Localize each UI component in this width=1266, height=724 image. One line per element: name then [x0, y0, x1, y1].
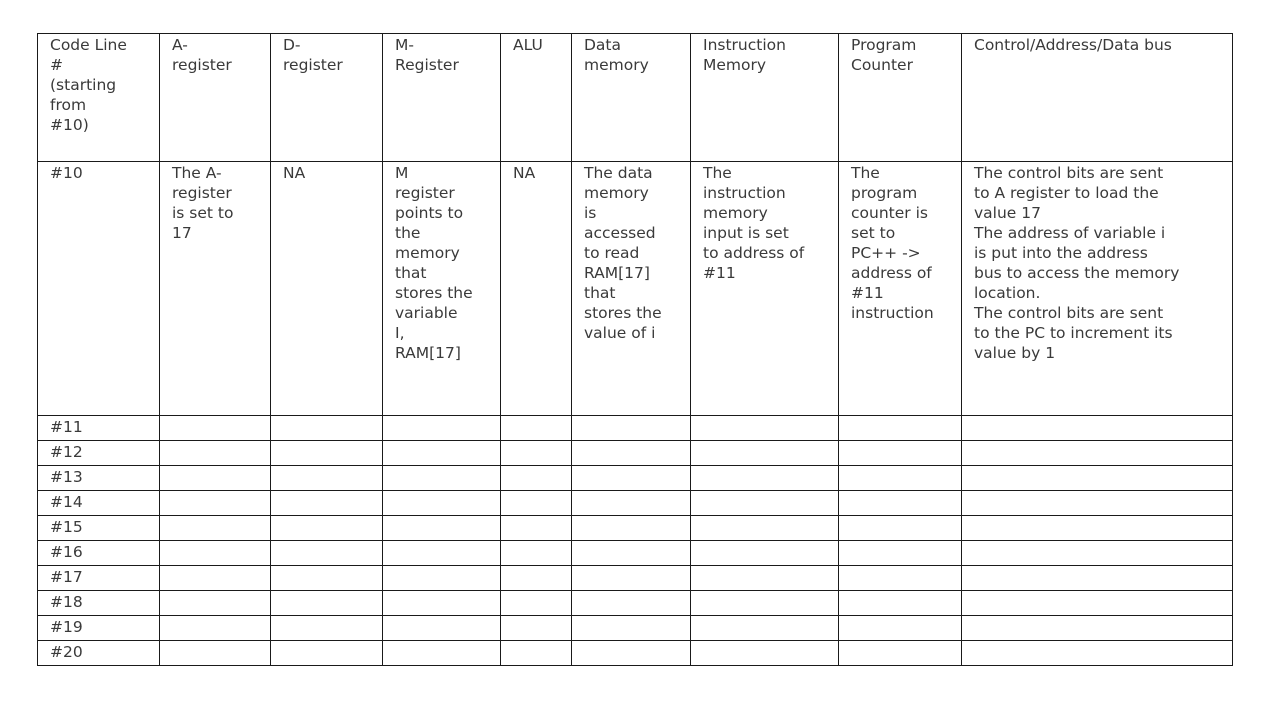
empty-cell [271, 466, 383, 491]
empty-cell [383, 441, 501, 466]
empty-cell [962, 441, 1233, 466]
empty-cell [271, 566, 383, 591]
empty-cell [962, 566, 1233, 591]
empty-cell [271, 416, 383, 441]
empty-cell [271, 541, 383, 566]
empty-cell [691, 516, 839, 541]
empty-cell [383, 466, 501, 491]
empty-cell [160, 641, 271, 666]
table-cell: NA [271, 162, 383, 416]
empty-cell [160, 566, 271, 591]
empty-cell [572, 541, 691, 566]
empty-cell [271, 441, 383, 466]
header-instruction-memory: Instruction Memory [691, 34, 839, 162]
table-row [38, 616, 1233, 641]
empty-cell [839, 516, 962, 541]
empty-cell [271, 516, 383, 541]
empty-cell [572, 516, 691, 541]
code-line-cell: #12 [38, 441, 160, 466]
empty-cell [839, 591, 962, 616]
empty-cell [383, 416, 501, 441]
empty-cell [839, 416, 962, 441]
empty-cell [839, 491, 962, 516]
code-line-cell: #13 [38, 466, 160, 491]
empty-cell [691, 441, 839, 466]
empty-cell [839, 466, 962, 491]
table-row [38, 641, 1233, 666]
code-line-cell: #17 [38, 566, 160, 591]
empty-cell [962, 591, 1233, 616]
empty-cell [572, 441, 691, 466]
table-cell: The program counter is set to PC++ -> address of #11 instruction [839, 162, 962, 416]
empty-cell [572, 616, 691, 641]
header-alu: ALU [501, 34, 572, 162]
table-row [38, 591, 1233, 616]
table-row [38, 441, 1233, 466]
empty-cell [962, 641, 1233, 666]
empty-rows-group [38, 416, 1233, 666]
empty-cell [572, 641, 691, 666]
empty-cell [839, 566, 962, 591]
empty-cell [271, 641, 383, 666]
empty-cell [160, 416, 271, 441]
empty-cell [501, 416, 572, 441]
empty-cell [839, 616, 962, 641]
empty-cell [383, 541, 501, 566]
empty-cell [691, 591, 839, 616]
header-data-memory: Data memory [572, 34, 691, 162]
header-row [38, 34, 1233, 162]
empty-cell [839, 641, 962, 666]
empty-cell [962, 491, 1233, 516]
empty-cell [962, 541, 1233, 566]
empty-cell [160, 491, 271, 516]
table-cell: The control bits are sent to A register to load the value 17 The address of variable i is put into the address bus to access the memory location. The control bits are sent to the PC to increment its value by 1 [962, 162, 1233, 416]
empty-cell [271, 616, 383, 641]
empty-cell [691, 566, 839, 591]
empty-cell [160, 541, 271, 566]
table-cell: The data memory is accessed to read RAM[17] that stores the value of i [572, 162, 691, 416]
empty-cell [962, 416, 1233, 441]
table-cell: #10 [38, 162, 160, 416]
code-line-cell: #16 [38, 541, 160, 566]
empty-cell [839, 541, 962, 566]
empty-cell [691, 491, 839, 516]
header-m-register: M- Register [383, 34, 501, 162]
empty-cell [501, 591, 572, 616]
empty-cell [962, 466, 1233, 491]
table-cell: The A- register is set to 17 [160, 162, 271, 416]
empty-cell [962, 516, 1233, 541]
table-cell: M register points to the memory that stores the variable I, RAM[17] [383, 162, 501, 416]
table-row [38, 162, 1233, 416]
empty-cell [572, 566, 691, 591]
empty-cell [160, 441, 271, 466]
empty-cell [962, 616, 1233, 641]
empty-cell [271, 491, 383, 516]
code-line-cell: #18 [38, 591, 160, 616]
empty-cell [383, 566, 501, 591]
empty-cell [383, 591, 501, 616]
code-line-cell: #19 [38, 616, 160, 641]
code-line-cell: #11 [38, 416, 160, 441]
empty-cell [501, 516, 572, 541]
empty-cell [501, 441, 572, 466]
empty-cell [691, 416, 839, 441]
code-line-cell: #15 [38, 516, 160, 541]
empty-cell [160, 591, 271, 616]
table-row [38, 491, 1233, 516]
empty-cell [160, 466, 271, 491]
header-bus: Control/Address/Data bus [962, 34, 1233, 162]
empty-cell [691, 641, 839, 666]
empty-cell [501, 641, 572, 666]
empty-cell [160, 516, 271, 541]
table-row [38, 566, 1233, 591]
empty-cell [383, 641, 501, 666]
empty-cell [501, 491, 572, 516]
table-row [38, 541, 1233, 566]
code-line-cell: #20 [38, 641, 160, 666]
empty-cell [572, 466, 691, 491]
header-a-register: A- register [160, 34, 271, 162]
header-program-counter: Program Counter [839, 34, 962, 162]
empty-cell [572, 416, 691, 441]
empty-cell [572, 591, 691, 616]
header-d-register: D- register [271, 34, 383, 162]
empty-cell [691, 616, 839, 641]
empty-cell [501, 466, 572, 491]
empty-cell [383, 516, 501, 541]
code-line-cell: #14 [38, 491, 160, 516]
table-row [38, 416, 1233, 441]
empty-cell [501, 566, 572, 591]
table-cell: The instruction memory input is set to address of #11 [691, 162, 839, 416]
header-code-line: Code Line # (starting from #10) [38, 34, 160, 162]
table-row [38, 516, 1233, 541]
empty-cell [501, 541, 572, 566]
code-trace-table [37, 33, 1233, 666]
empty-cell [383, 616, 501, 641]
empty-cell [160, 616, 271, 641]
empty-cell [501, 616, 572, 641]
table-cell: NA [501, 162, 572, 416]
empty-cell [572, 491, 691, 516]
empty-cell [691, 541, 839, 566]
empty-cell [271, 591, 383, 616]
empty-cell [691, 466, 839, 491]
empty-cell [383, 491, 501, 516]
table-row [38, 466, 1233, 491]
empty-cell [839, 441, 962, 466]
